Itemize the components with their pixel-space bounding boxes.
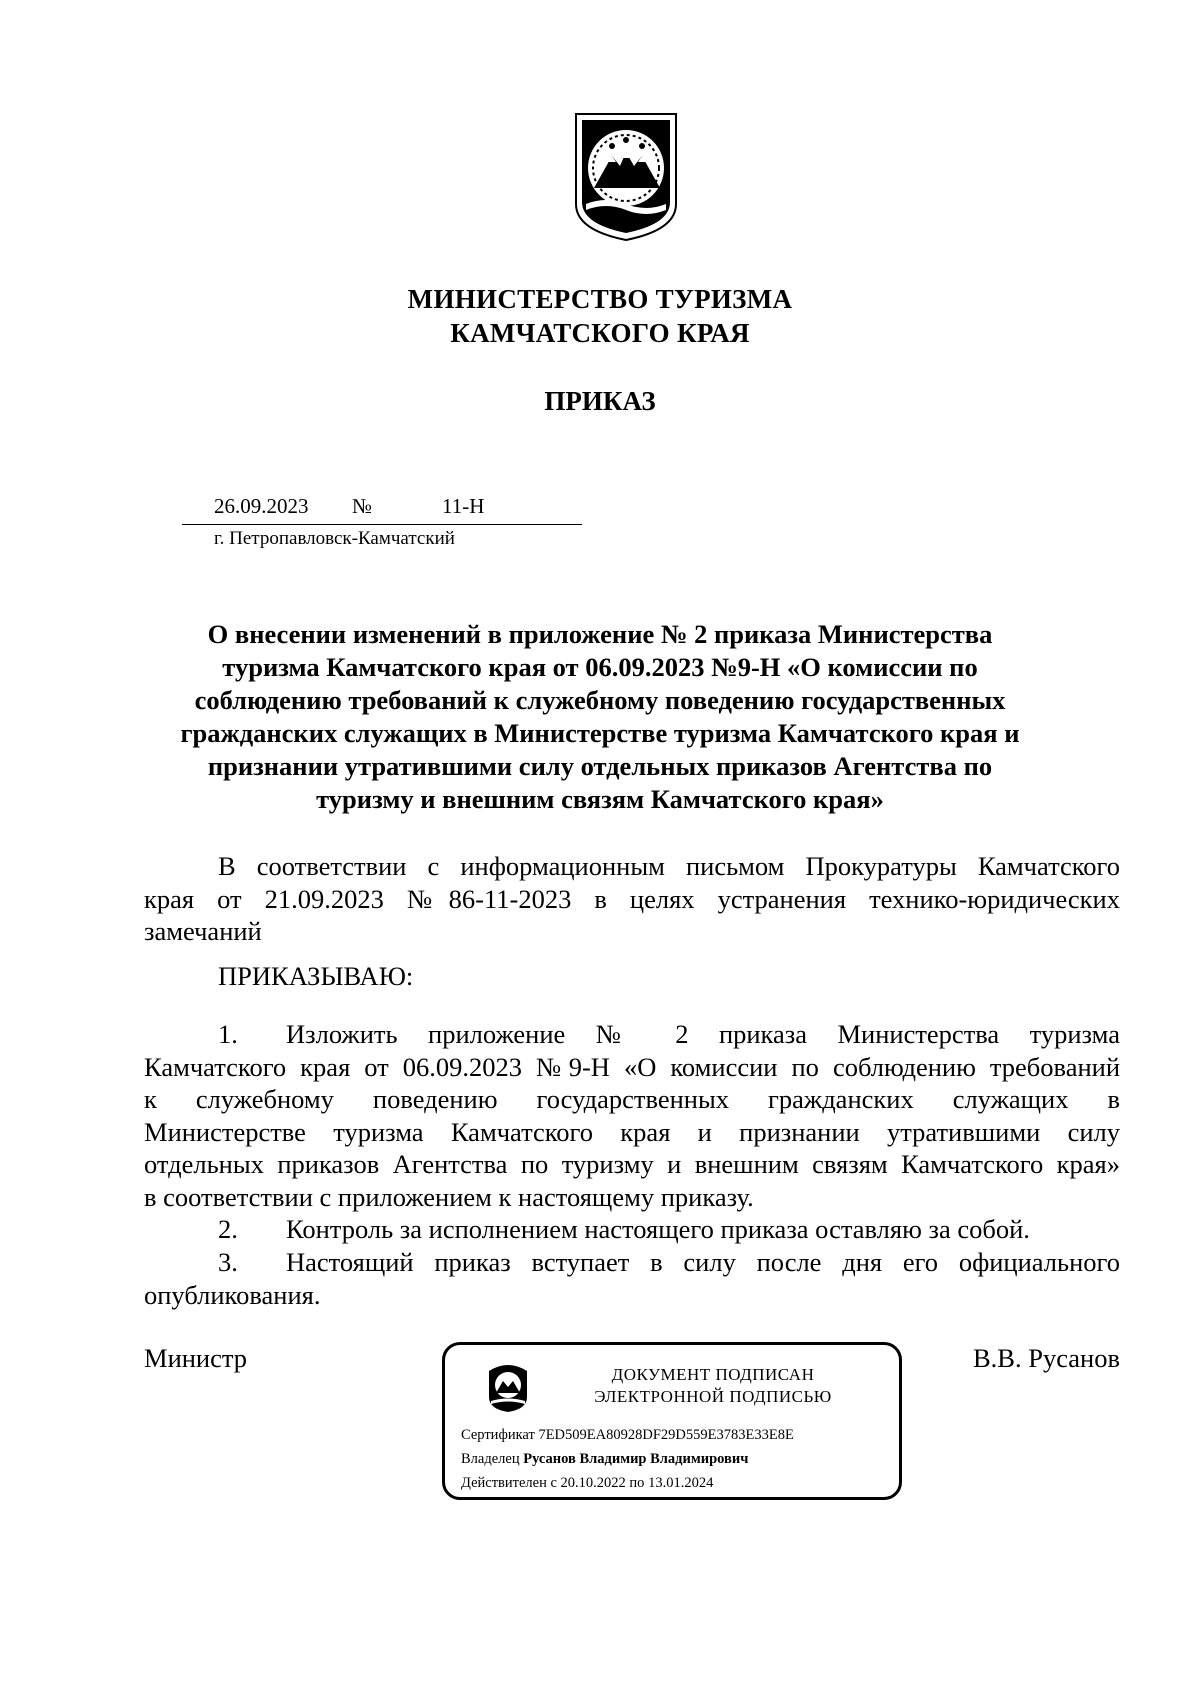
electronic-signature-stamp	[442, 1342, 902, 1500]
signatory-position: Министр	[144, 1343, 248, 1373]
title-line: признании утратившими силу отдельных приказов Агентства по	[207, 751, 993, 781]
title-line: туризму и внешним связям Камчатского края»	[316, 784, 884, 814]
order-date: 26.09.2023	[214, 494, 309, 518]
title-line: О внесении изменений в приложение № 2 приказа Министерства	[207, 619, 993, 649]
title-line: гражданских служащих в Министерстве туризма Камчатского края и	[180, 718, 1020, 748]
item-3: 3. Настоящий приказ вступает в силу после дня его официального опубликования.	[144, 1247, 1120, 1310]
number-sign: №	[352, 494, 373, 518]
ministry-name-line2: КАМЧАТСКОГО КРАЯ	[450, 318, 750, 348]
item-number: 3.	[218, 1247, 238, 1277]
coat-of-arms-icon	[485, 1363, 531, 1413]
stamp-heading: ДОКУМЕНТ ПОДПИСАН	[611, 1365, 815, 1384]
signatory-name: В.В. Русанов	[972, 1343, 1120, 1373]
coat-of-arms-emblem	[572, 112, 680, 242]
title-line: соблюдению требований к служебному поведению государственных	[194, 685, 1006, 715]
item-1: 1. Изложить приложение № 2 приказа Министерства туризма Камчатского края от 06.09.2023 №9-Н «О комиссии по соблюдению требований к служебному поведению государственных гражданских служащих в Министерстве туризма Камчатского края и признании утратившими силу отдельных приказов Агентства по туризму и внешним связям Камчатского края» в соответствии с приложением к настоящему приказу.	[144, 1019, 1120, 1212]
stamp-validity: Действителен с 20.10.2022 по 13.01.2024	[461, 1475, 714, 1491]
stamp-heading: ЭЛЕКТРОННОЙ ПОДПИСЬЮ	[594, 1387, 832, 1406]
stamp-owner: Владелец Русанов Владимир Владимирович	[461, 1451, 749, 1467]
stamp-certificate: Сертификат 7ED509EA80928DF29D559E3783E33E8E	[461, 1427, 794, 1443]
place-of-issue: г. Петропавловск-Камчатский	[214, 528, 455, 549]
item-2: 2. Контроль за исполнением настоящего приказа оставляю за собой.	[218, 1214, 1030, 1244]
ministry-name-line1: МИНИСТЕРСТВО ТУРИЗМА	[407, 284, 793, 314]
item-number: 2.	[218, 1214, 238, 1244]
preamble-paragraph: В соответствии с информационным письмом Прокуратуры Камчатского края от 21.09.2023 №86-11-2023 в целях устранения технико-юридических замечаний	[144, 851, 1120, 946]
document-type: ПРИКАЗ	[544, 386, 656, 416]
registration-line	[182, 494, 582, 525]
item-number: 1.	[218, 1019, 238, 1049]
order-title	[150, 618, 1050, 816]
title-line: туризма Камчатского края от 06.09.2023 №9-Н «О комиссии по	[222, 652, 978, 682]
order-number: 11-Н	[442, 494, 485, 518]
order-word: ПРИКАЗЫВАЮ:	[218, 961, 414, 991]
